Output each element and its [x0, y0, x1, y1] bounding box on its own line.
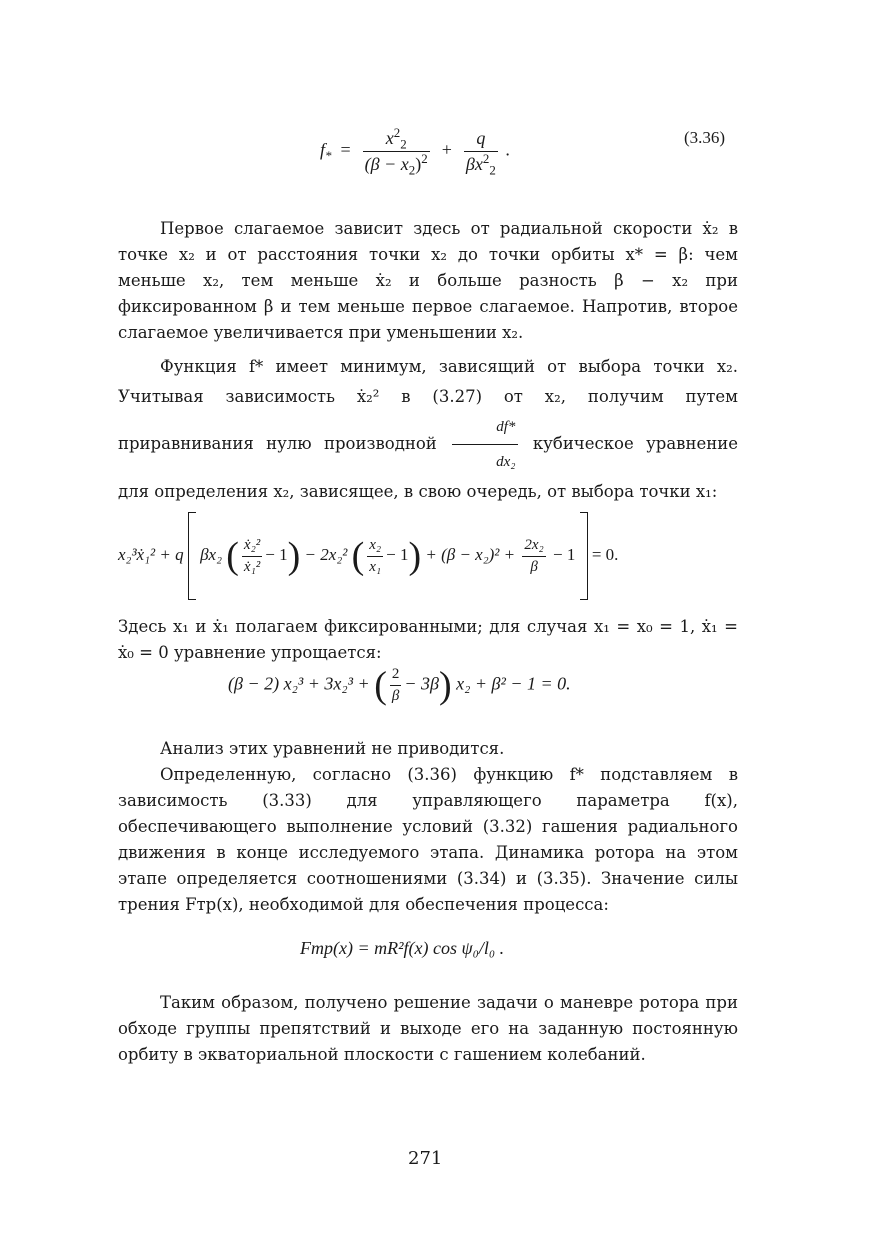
cubic-frac3-tail: − 1 [553, 544, 576, 564]
paragraph-minimum-part-a: Функция f* имеет минимум, зависящий от выбора точки x₂. Учитывая зависимость ẋ₂² в (3.27) от x₂, получим путем приравнивания нулю производной [118, 357, 738, 453]
simplified-frac-tail: − 3β [404, 673, 439, 694]
eq336-term1-den: (β − x [364, 154, 409, 174]
cubic-minus-term: − 2x₂² [304, 544, 348, 564]
cubic-inner2-tail: − 1 [386, 544, 409, 564]
cubic-right-bracket [580, 512, 588, 600]
equation-cubic [118, 512, 618, 600]
cubic-paren-close-2: ) [408, 535, 422, 577]
eq336-plus: + [437, 139, 457, 160]
simplified-lead: (β − 2) x₂³ + 3x₂³ + [228, 673, 370, 694]
cubic-left-bracket [188, 512, 196, 600]
eq336-equals: = [336, 139, 356, 160]
cubic-inner1-num: ẋ₂² [242, 537, 262, 557]
equation-simplified [228, 666, 571, 705]
cubic-frac3-den: β [530, 558, 538, 575]
eq336-lhs-sub: * [325, 148, 332, 164]
derivative-fraction [452, 412, 517, 477]
eq336-term2-den-sup: 2 [482, 151, 490, 166]
eq336-term1-num: x [385, 128, 394, 148]
cubic-paren-open-2: ( [351, 535, 365, 577]
cubic-lead: x₂³ẋ₁² + q [118, 544, 184, 564]
eq336-term1-den-sub: 2 [408, 162, 416, 178]
simplified-frac-den: β [391, 688, 400, 704]
cubic-frac3 [522, 537, 545, 576]
cubic-paren-open-1: ( [226, 535, 239, 577]
simplified-paren-open: ( [374, 664, 387, 707]
cubic-inner2-num: x₂ [367, 537, 383, 557]
cubic-inner1-lead: βx₂ [200, 544, 223, 564]
paragraph-radial-velocity: Первое слагаемое зависит здесь от радиальной скорости ẋ₂ в точке x₂ и от расстояния точки x₂ до точки орбиты x* = β: чем меньше x₂, тем меньше ẋ₂ и больше разность β − x₂ при фиксированном β и тем меньше первое слагаемое. Напротив, второе слагаемое увеличивается при уменьшении x₂. [118, 219, 738, 342]
simplified-tail: x₂ + β² − 1 = 0. [456, 673, 571, 694]
simplified-paren-close: ) [438, 664, 452, 707]
cubic-frac3-num: 2x₂ [522, 537, 545, 557]
eq336-term1-den-tail: ) [415, 154, 422, 174]
eq336-term2-num: q [464, 128, 498, 152]
eq336-term1-fraction [363, 125, 430, 178]
paragraph-friction: Определенную, согласно (3.36) функцию f* подставляем в зависимость (3.33) для управляющего параметра f(x), обеспечивающего выполнение условий (3.32) гашения радиального движения в конце исследуемого этапа. Динамика ротора на этом этапе определяется соотношениями (3.34) и (3.35). Значение силы трения Fтр(x), необходимой для обеспечения процесса: [118, 765, 738, 914]
cubic-paren-close-1: ) [287, 535, 301, 577]
derivative-den: dx₂ [496, 454, 516, 470]
eq336-period: . [505, 139, 510, 160]
eq336-term1-num-sub: 2 [400, 136, 407, 152]
eq336-term2-den-sub: 2 [489, 162, 496, 178]
cubic-inner1-den: ẋ₁² [243, 558, 261, 575]
cubic-rhs: = 0. [591, 544, 619, 564]
paragraph-conclusion: Таким образом, получено решение задачи о маневре ротора при обходе группы препятствий и выходе его на заданную постоянную орбиту в экваториальной плоскости с гашением колебаний. [118, 993, 738, 1064]
cubic-inner2-fraction [367, 537, 383, 576]
cubic-inner1-fraction [242, 537, 262, 576]
paragraph-fixed-values: Здесь x₁ и ẋ₁ полагаем фиксированными; для случая x₁ = x₀ = 1, ẋ₁ = ẋ₀ = 0 уравнение упрощается: [118, 617, 738, 662]
equation-3-36 [320, 125, 510, 178]
page-number: 271 [408, 1148, 443, 1169]
paragraph-analysis: Анализ этих уравнений не приводится. [160, 739, 505, 758]
cubic-inner1-tail: − 1 [265, 544, 288, 564]
derivative-num: df* [452, 412, 517, 445]
eq336-term1-den-sup: 2 [421, 151, 428, 166]
paragraph-minimum-part-b: кубическое уравнение для определения x₂, зависящее, в свою очередь, от выбора точки x₁: [118, 434, 738, 501]
equation-number-3-36: (3.36) [684, 128, 726, 147]
eq336-term1-num-sup: 2 [393, 125, 401, 140]
equation-friction: Fтр(x) = mR²f(x) cos ψ₀/l₀ . [300, 938, 505, 958]
cubic-plus-term: + (β − x₂)² + [425, 544, 516, 564]
simplified-fraction [390, 666, 402, 705]
eq336-term2-fraction [464, 128, 498, 178]
cubic-inner2-den: x₁ [369, 558, 382, 575]
simplified-frac-num: 2 [390, 666, 402, 686]
eq336-lhs: f [320, 139, 326, 160]
eq336-term2-den: βx [465, 154, 483, 174]
paragraph-minimum [118, 352, 738, 507]
